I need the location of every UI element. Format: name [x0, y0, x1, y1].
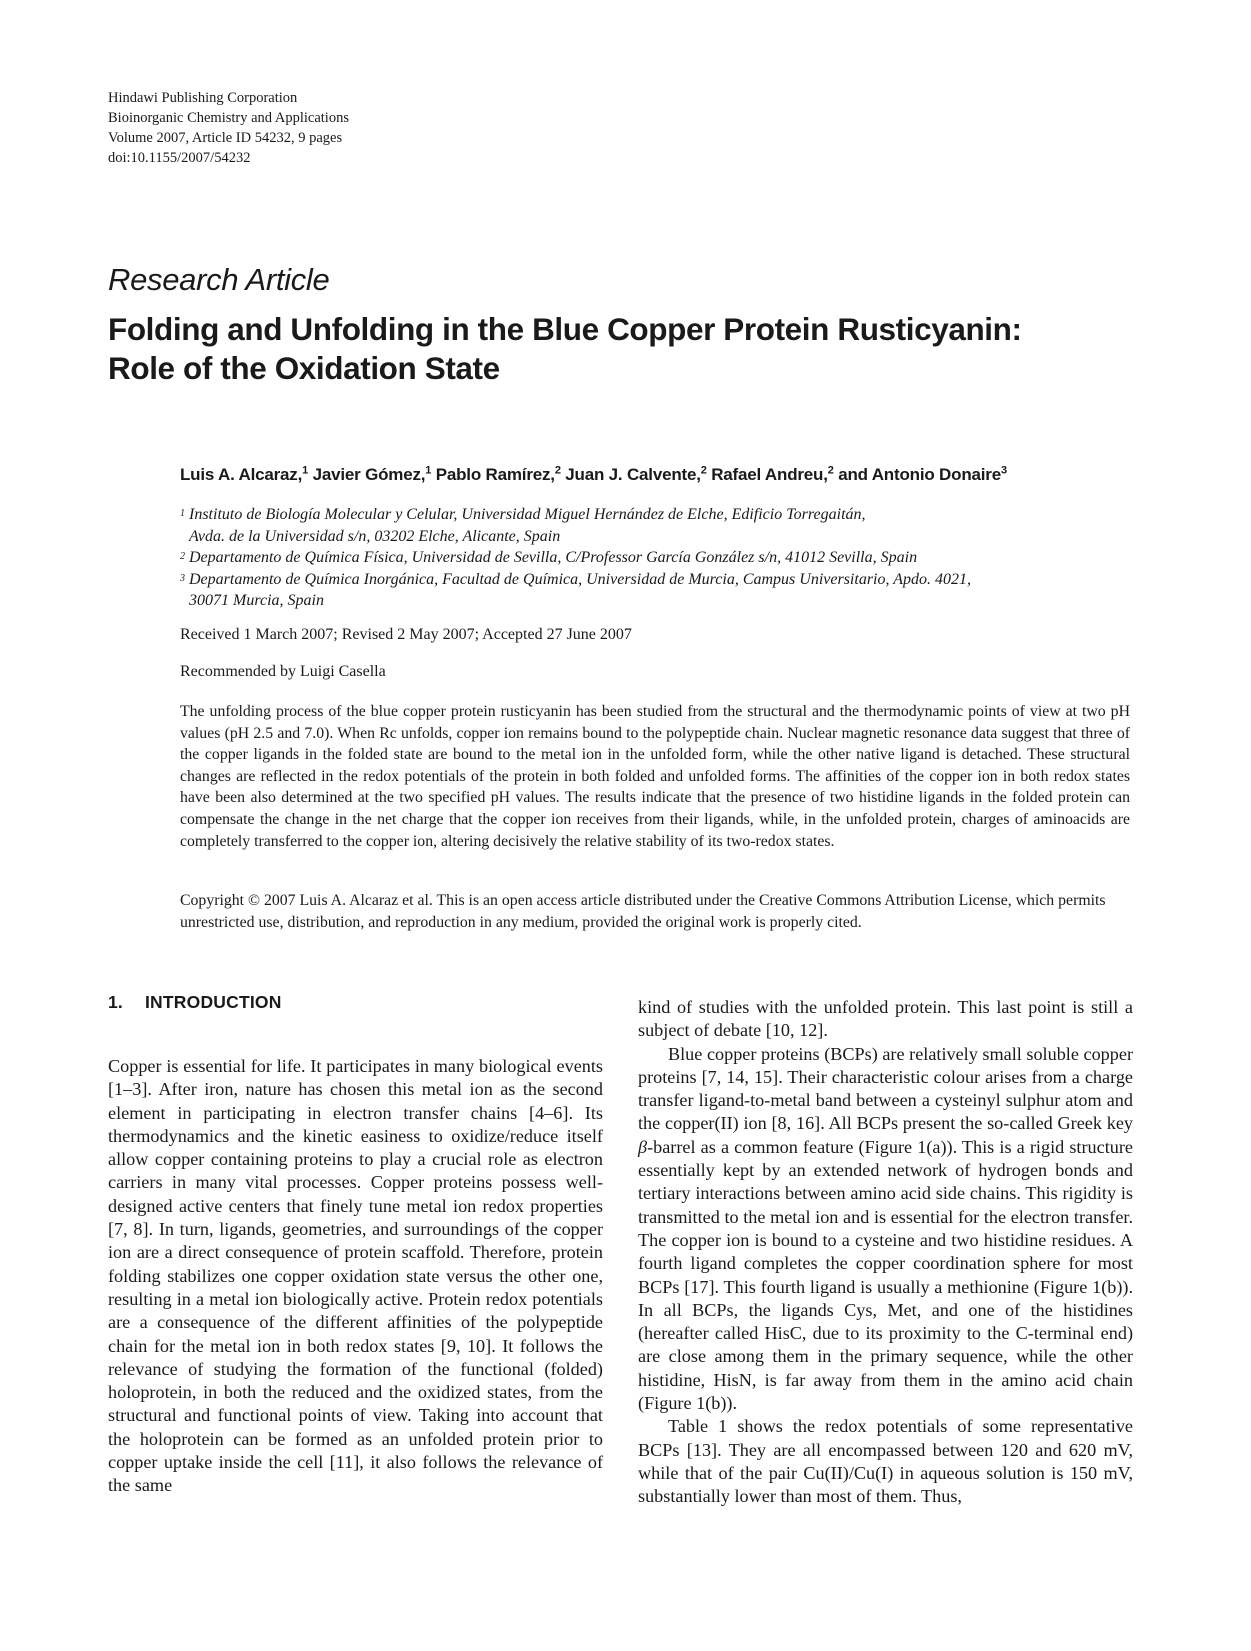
journal-header — [108, 88, 349, 168]
affiliation-list — [180, 504, 1140, 612]
volume-info: Volume 2007, Article ID 54232, 9 pages — [108, 130, 343, 146]
section-heading — [108, 992, 603, 1013]
copyright-notice: Copyright © 2007 Luis A. Alcaraz et al. This is an open access article distributed under the Creative Commons Attribution License, which permits unrestricted use, distribution, and reproduction in any medium, provided the original work is properly cited. — [180, 892, 1106, 931]
section-title: INTRODUCTION — [145, 992, 282, 1012]
intro-paragraph-continued: kind of studies with the unfolded protein. This last point is still a subject of debate [10, 12]. — [638, 997, 1133, 1041]
publication-history: Received 1 March 2007; Revised 2 May 2007; Accepted 27 June 2007 — [180, 626, 632, 643]
author: Javier Gómez,$^1$ — [312, 464, 432, 484]
section-number: 1. — [108, 992, 123, 1012]
table-link[interactable]: Table 1 — [668, 1416, 728, 1437]
figure-link[interactable]: Figure 1 — [1039, 1276, 1102, 1297]
title-line-2: Role of the Oxidation State — [108, 350, 500, 386]
redox-paragraph: Table 1 shows the redox potentials of some representative BCPs [13]. They are all encompassed between 120 and 620 mV, while that of the pair Cu(II)/Cu(I) in aqueous solution is 150 mV, substantially lower than most of them. Thus, — [638, 1416, 1133, 1507]
publisher-name: Hindawi Publishing Corporation — [108, 90, 298, 106]
article-title — [108, 310, 1158, 388]
figure-link[interactable]: Figure 1 — [644, 1393, 706, 1414]
intro-paragraph: Copper is essential for life. It participates in many biological events [1–3]. After iron, nature has chosen this metal ion as the second element in participating in electron transfer chains [4–6]. Its thermodynamics and the kinetic easiness to oxidize/reduce itself allow copper containing proteins to play a crucial role as electron carriers in many vital processes. Copper proteins possess well-designed active centers that finely tune metal ion redox properties [7, 8]. In turn, ligands, geometries, and surroundings of the copper ion are a direct consequence of protein scaffold. Therefore, protein folding stabilizes one copper oxidation state versus the other one, resulting in a metal ion biologically active. Protein redox potentials are a consequence of the different affinities of the polypeptide chain for the metal ion in both redox states [9, 10]. It follows the relevance of studying the formation of the functional (folded) holoprotein, in both the reduced and the oxidized states, from the structural and functional points of view. Taking into account that the holoprotein can be formed as an unfolded protein prior to copper uptake inside the cell [11], it also follows the relevance of the same — [108, 1056, 603, 1496]
journal-name: Bioinorganic Chemistry and Applications — [108, 110, 349, 126]
bcp-paragraph: Blue copper proteins (BCPs) are relatively small soluble copper proteins [7, 14, 15]. Their characteristic colour arises from a charge transfer ligand-to-metal band between a cysteinyl sulphur atom and the copper(II) ion [8, 16]. All BCPs present the so-called Greek key β-barrel as a common feature (Figure 1(a)). This is a rigid structure essentially kept by an extended network of hydrogen bonds and tertiary interactions between amino acid side chains. This rigidity is transmitted to the metal ion and is essential for the electron transfer. The copper ion is bound to a cysteine and two histidine residues. A fourth ligand completes the copper coordination sphere for most BCPs [17]. This fourth ligand is usually a methionine (Figure 1(b)). In all BCPs, the ligands Cys, Met, and one of the histidines (hereafter called HisC, due to its proximity to the C-terminal end) are close among them in the primary sequence, while the other histidine, HisN, is far away from them in the amino acid chain (Figure 1(b)). — [638, 1043, 1133, 1414]
abstract: The unfolding process of the blue copper protein rusticyanin has been studied from the structural and the thermodynamic points of view at two pH values (pH 2.5 and 7.0). When Rc unfolds, copper ion remains bound to the polypeptide chain. Nuclear magnetic resonance data suggest that three of the copper ligands in the folded state are bound to the metal ion in the unfolded form, while the other native ligand is detached. These structural changes are reflected in the redox potentials of the protein in both folded and unfolded forms. The affinities of the copper ion in both redox states have been also determined at the two specified pH values. The results indicate that the presence of two histidine ligands in the folded protein can compensate the change in the net charge that the copper ion receives from their ligands, while, in the unfolded protein, charges of aminoacids are completely transferred to the copper ion, altering decisively the relative stability of its two-redox states. — [180, 703, 1130, 850]
recommended-by: Recommended by Luigi Casella — [180, 663, 386, 680]
affiliation: 2 Departamento de Química Física, Universidad de Sevilla, C/Professor García González s/n, 41012 Sevilla, Spain — [180, 549, 918, 566]
title-line-1: Folding and Unfolding in the Blue Copper Protein Rusticyanin: — [108, 311, 1022, 347]
author: Pablo Ramírez,$^2$ — [435, 464, 561, 484]
article-type: Research Article — [108, 262, 330, 297]
affiliation: 3 Departamento de Química Inorgánica, Facultad de Química, Universidad de Murcia, Campus Universitario, Apdo. 4021, 30071 Murcia, Spain — [180, 570, 971, 609]
author: Luis A. Alcaraz,$^1$ — [180, 464, 309, 484]
left-column — [108, 992, 603, 1498]
figure-link[interactable]: Figure 1 — [864, 1136, 927, 1157]
doi: doi:10.1155/2007/54232 — [108, 150, 251, 166]
right-column — [638, 996, 1133, 1509]
author-list — [180, 464, 1007, 485]
author: Rafael Andreu,$^2$ — [711, 464, 834, 484]
author: and Antonio Donaire$^3$ — [838, 464, 1007, 484]
affiliation: 1 Instituto de Biología Molecular y Celular, Universidad Miguel Hernández de Elche, Edificio Torregaitán, Avda. de la Universidad s/n, 03202 Elche, Alicante, Spain — [180, 506, 866, 545]
author: Juan J. Calvente,$^2$ — [565, 464, 707, 484]
